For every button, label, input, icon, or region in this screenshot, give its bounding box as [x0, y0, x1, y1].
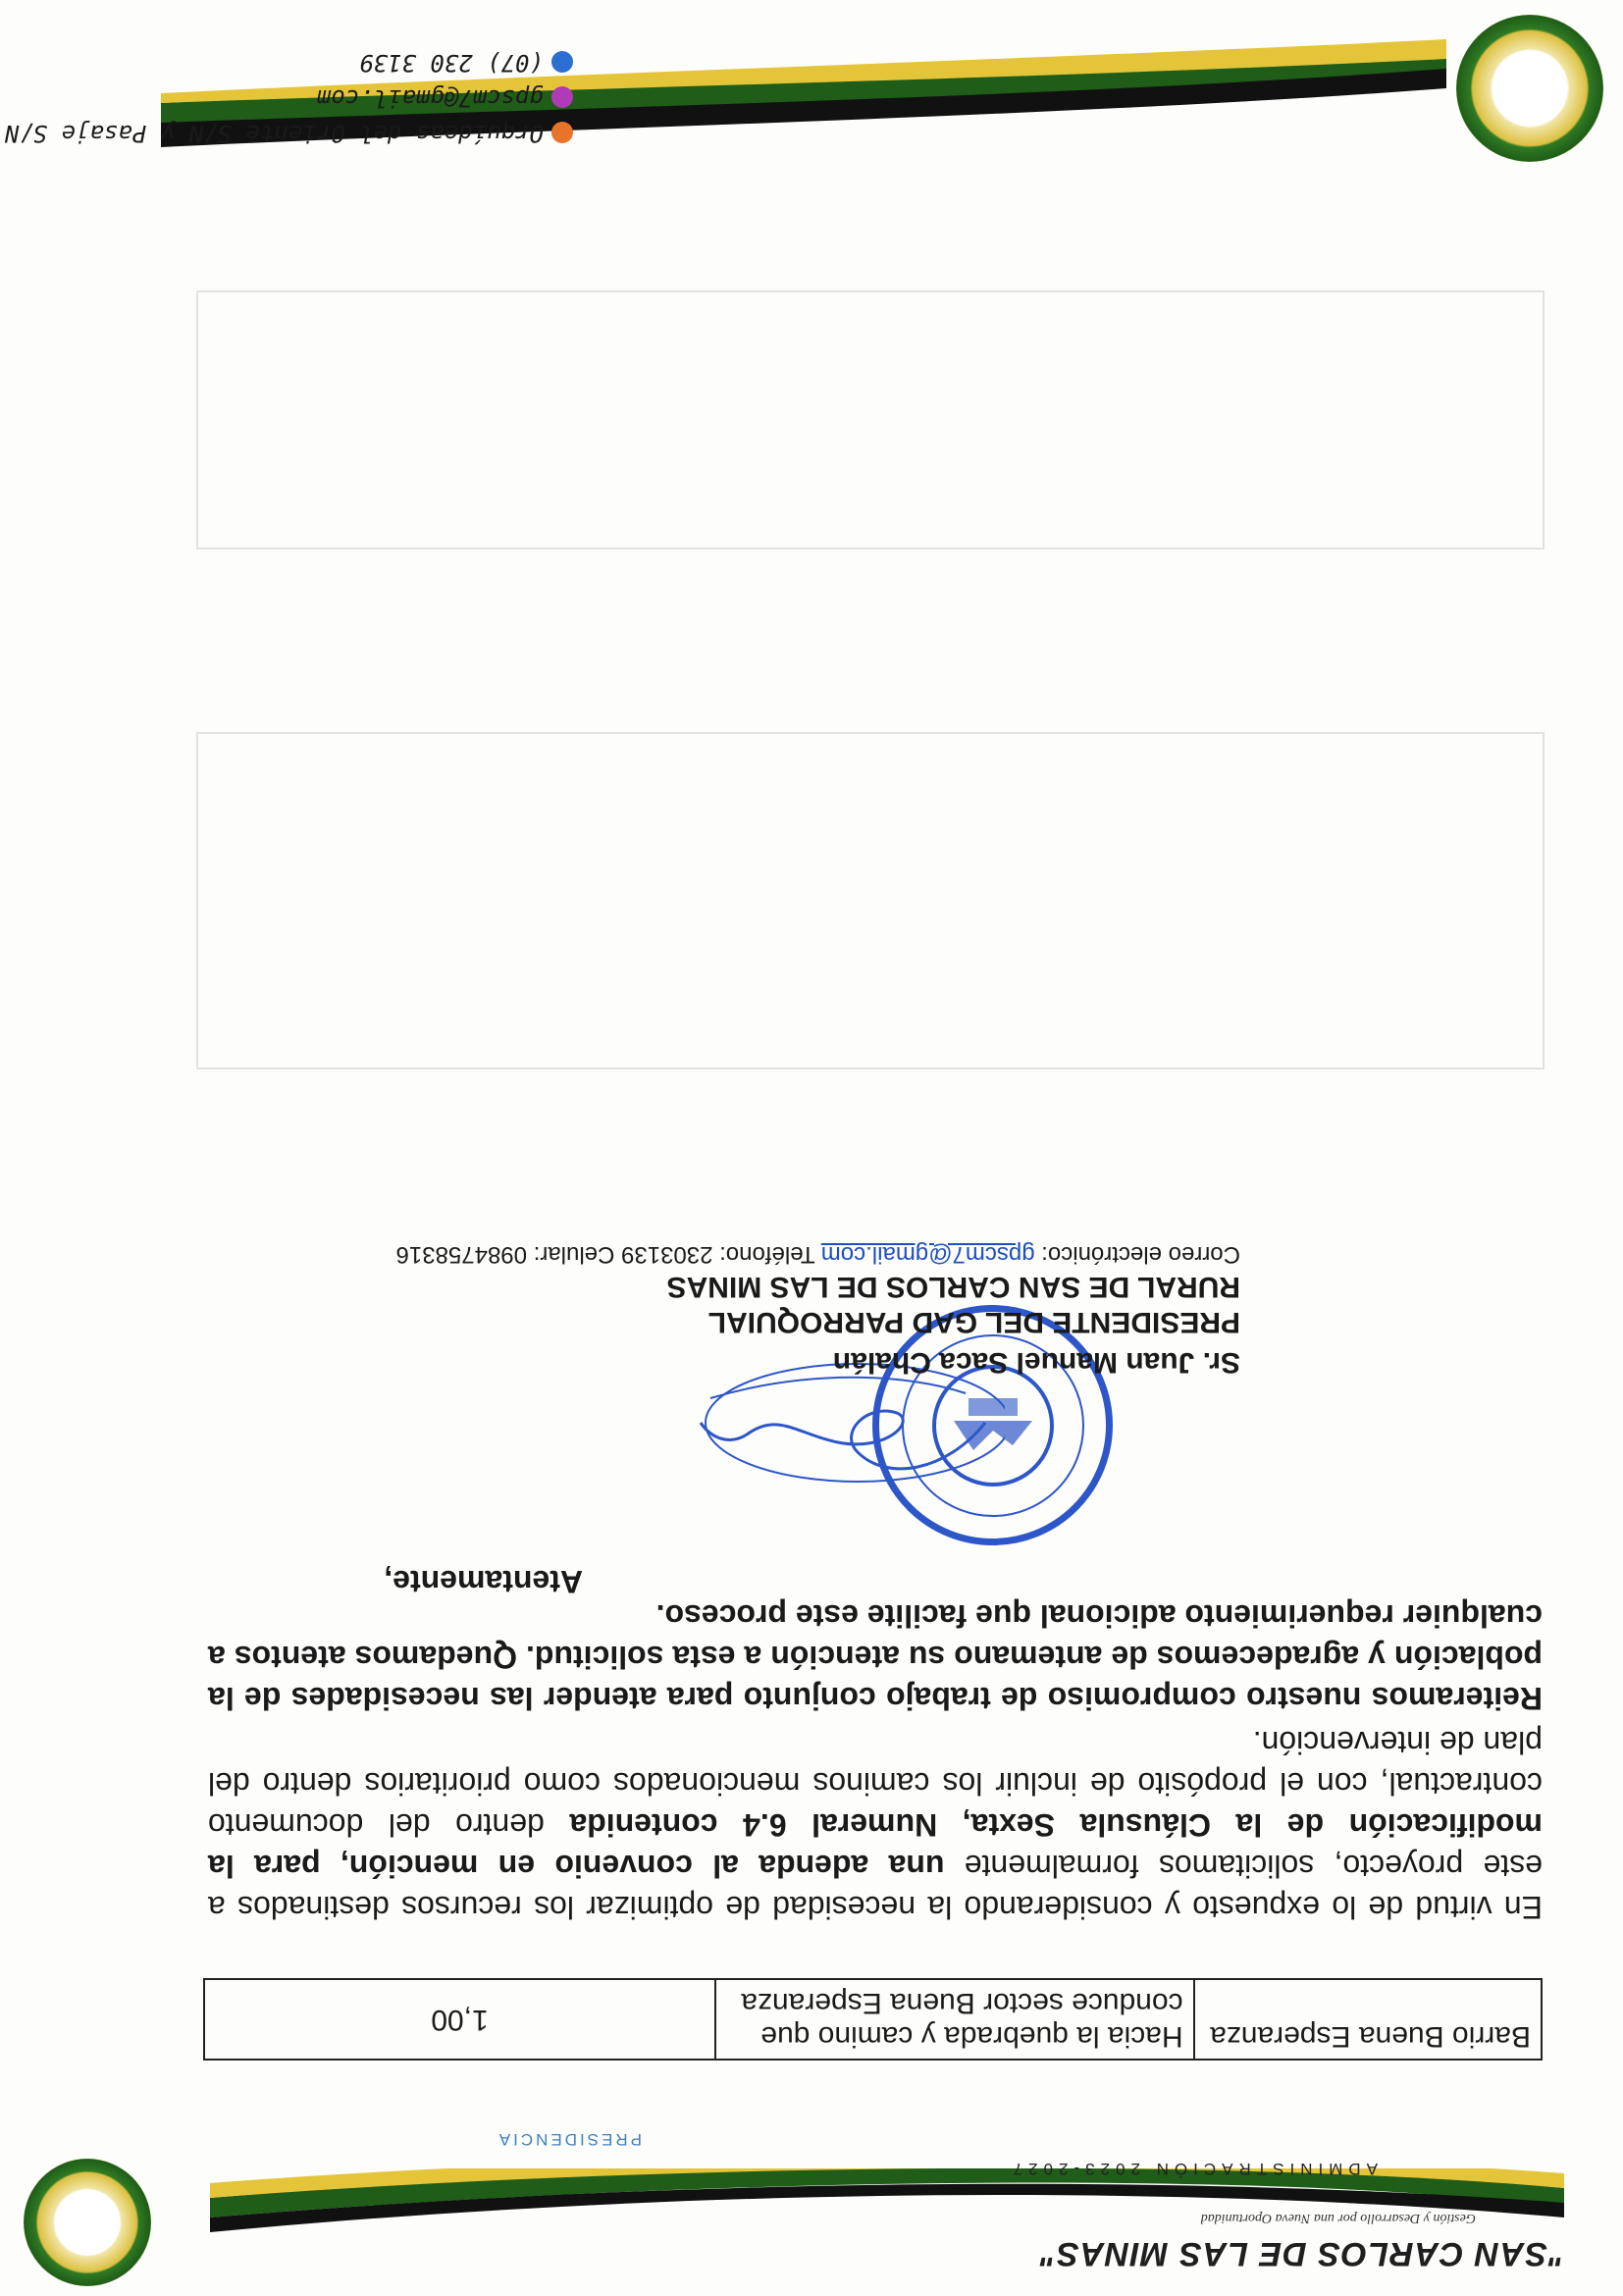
signer-title-line2: RURAL DE SAN CARLOS DE LAS MINAS — [666, 1271, 1240, 1303]
header-title: "SAN CARLOS DE LAS MINAS" — [1038, 2235, 1564, 2272]
header-administration: ADMINISTRACIÓN 2023-2027 — [1007, 2160, 1378, 2178]
signer-title — [667, 1269, 1240, 1339]
paragraph-request-b: dentro del documento contractual, con el propósito de incluir los caminos mencionados como prioritarios dentro del plan de intervención. — [207, 1725, 1543, 1843]
footer-logo — [1456, 15, 1603, 162]
header-department: PRESIDENCIA — [496, 2130, 642, 2149]
footer-email-row — [317, 84, 573, 112]
footer-phone: (07) 230 3139 — [359, 49, 544, 77]
mail-icon — [551, 86, 573, 108]
table-cell-sector: Barrio Buena Esperanza — [1194, 1979, 1542, 2060]
footer-phone-row — [359, 49, 573, 77]
bleed-through-table — [196, 732, 1544, 1070]
paragraph-request-bold: una adenda al convenio en mención, para la modificación de la Cláusula Sexta, Numeral 6.4 contenida — [208, 1807, 1543, 1884]
closing: Atentamente, — [384, 1564, 583, 1599]
footer-address-row — [5, 120, 573, 147]
bleed-through-table — [196, 290, 1544, 549]
phone-numbers: Teléfono: 2303139 Celular: 0984758316 — [395, 1241, 821, 1268]
email-label: Correo electrónico: — [1034, 1241, 1240, 1268]
table-cell-length: 1,00 — [204, 1979, 715, 2060]
header-motto: Gestión y Desarrollo por una Nueva Oportunidad — [1200, 2211, 1476, 2225]
footer — [0, 0, 1623, 177]
signer-title-line1: PRESIDENTE DEL GAD PARROQUIAL — [707, 1306, 1240, 1338]
phone-icon — [551, 51, 573, 73]
paragraph-commitment: Reiteramos nuestro compromiso de trabajo conjunto para atender las necesidades de la población y agradecemos de antemano su atención a esta solicitud. Quedamos atentos a cualquier requerimiento adicional que facilite este proceso. — [208, 1598, 1543, 1716]
roads-table — [203, 1978, 1543, 2061]
paragraph-request-a: En virtud de lo expuesto y considerando la necesidad de optimizar los recursos destinados a este proyecto, solicitamos formalmente — [208, 1849, 1543, 1925]
location-icon — [551, 122, 573, 143]
email-link[interactable]: gpscm7@gmail.com — [820, 1241, 1035, 1268]
signer-contact — [396, 1240, 1240, 1268]
signer-name: Sr. Juan Manuel Saca Chalán — [832, 1346, 1240, 1379]
footer-email[interactable]: gpscm7@gmail.com — [316, 84, 544, 112]
table-cell-description: Hacia la quebrada y camino que conduce sector Buena Esperanza — [715, 1979, 1194, 2060]
header-logo — [24, 2159, 151, 2286]
paragraph-request — [208, 1722, 1543, 1928]
footer-address: Orquídeas del Oriente S/N y Pasaje S/N — [4, 120, 544, 147]
table-row — [204, 1979, 1542, 2060]
header — [0, 2100, 1623, 2296]
